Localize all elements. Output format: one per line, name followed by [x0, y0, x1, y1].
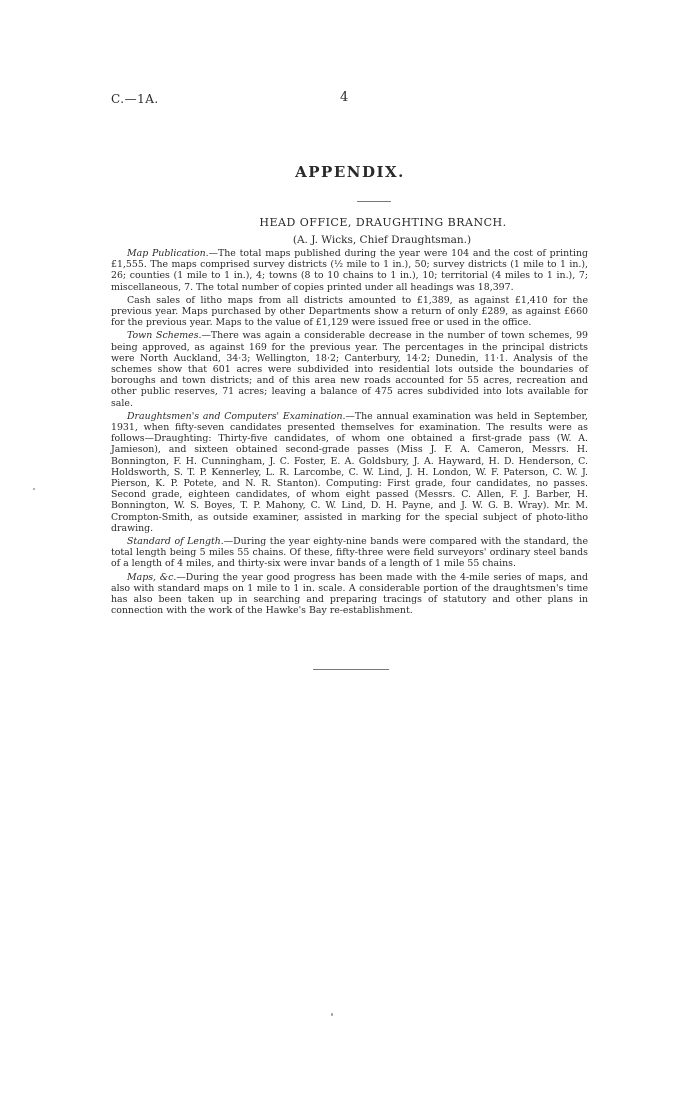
paragraph-lead: Standard of Length. — [127, 536, 224, 548]
paragraph-text: —During the year eighty-nine bands were compared with the standard, the total length being 5 miles 55 chains. Of these, fifty-three were field surveyors' ordinary steel bands of a length of 4 miles, and thirty-six were invar bands of a length of 1 mile 55 chains. — [111, 536, 588, 570]
paragraph-text: —The annual examination was held in September, 1931, when fifty-seven candidates presented themselves for examination. The results were as follows—Draughting: Thirty-five candidates, of whom one obtained a first-grade pass (W. A. Jamieson), and sixteen obtained second-grade passes (Miss J. F. A. Cameron, Messrs. H. Bonnington, F. H. Cunningham, J. C. Foster, E. A. Goldsbury, J. A. Hayward, H. D. Henderson, C. Holdsworth, S. T. P. Kennerley, L. R. Larcombe, C. W. Lind, J. H. London, W. F. Paterson, C. W. J. Pierson, K. P. Potete, and N. R. Stanton). Computing: First grade, four candidates, no passes. Second grade, eighteen candidates, of whom eight passed (Messrs. C. Allen, F. J. Barber, H. Bonnington, W. S. Boyes, T. P. Mahony, C. W. Lind, D. H. Payne, and J. W. G. B. Wray). Mr. M. Crompton-Smith, as outside examiner, assisted in marking for the special subject of photo-litho drawing. — [111, 410, 588, 534]
paragraph-lead: Map Publication. — [127, 248, 209, 259]
paragraph-lead: Draughtsmen's and Computers' Examination. — [127, 410, 346, 422]
end-divider — [313, 669, 389, 670]
title-divider — [357, 201, 391, 202]
author-line: (A. J. Wicks, Chief Draughtsman.) — [292, 234, 472, 246]
paragraph-maps — [111, 572, 588, 617]
paragraph-cash-sales — [111, 295, 588, 329]
document-code: C.—1A. — [111, 92, 159, 106]
paragraph-lead: Maps, &c. — [127, 571, 177, 583]
scan-speck — [331, 1013, 333, 1016]
section-heading: HEAD OFFICE, DRAUGHTING BRANCH. — [259, 216, 507, 229]
paragraph-examination — [111, 411, 588, 534]
body-text — [111, 248, 588, 619]
paragraph-map-publication — [111, 248, 588, 293]
paragraph-lead: Town Schemes. — [127, 330, 202, 342]
paragraph-text: —During the year good progress has been made with the 4-mile series of maps, and also with standard maps on 1 mile to 1 in. scale. A considerable portion of the draughtsmen's time has also been taken up in searching and preparing tracings of statutory and other plans in connection with the work of the Hawke's Bay re-establishment. — [111, 571, 588, 617]
appendix-title: APPENDIX. — [295, 163, 405, 181]
paragraph-text: —The total maps published during the year were 104 and the cost of printing £1,555. The maps comprised survey districts (½ mile to 1 in.), 50; survey districts (1 mile to 1 in.), 26; counties (1 mile to 1 in.), 4; towns (8 to 10 chains to 1 in.), 10; territorial (4 miles to 1 in.), 7; miscellaneous, 7. The total number of copies printed under all headings was 18,397. — [111, 248, 588, 293]
page-number: 4 — [340, 90, 349, 105]
paragraph-town-schemes — [111, 330, 588, 408]
scan-speck — [33, 488, 35, 490]
paragraph-standard-of-length — [111, 536, 588, 570]
paragraph-text: Cash sales of litho maps from all districts amounted to £1,389, as against £1,410 for the previous year. Maps purchased by other Departments show a return of only £289, as against £660 for the previous year. Maps to the value of £1,129 were issued free or used in the office. — [111, 294, 588, 329]
paragraph-text: —There was again a considerable decrease in the number of town schemes, 99 being approved, as against 169 for the previous year. The percentages in the principal districts were North Auckland, 34·3; Wellington, 18·2; Canterbury, 14·2; Dunedin, 11·1. Analysis of the schemes show that 601 acres were subdivided into residential lots outside the boundaries of boroughs and town districts; and of this area new roads accounted for 55 acres, recreation and other public reserves, 71 acres; leaving a balance of 475 acres subdivided into lots available for sale. — [111, 330, 588, 409]
